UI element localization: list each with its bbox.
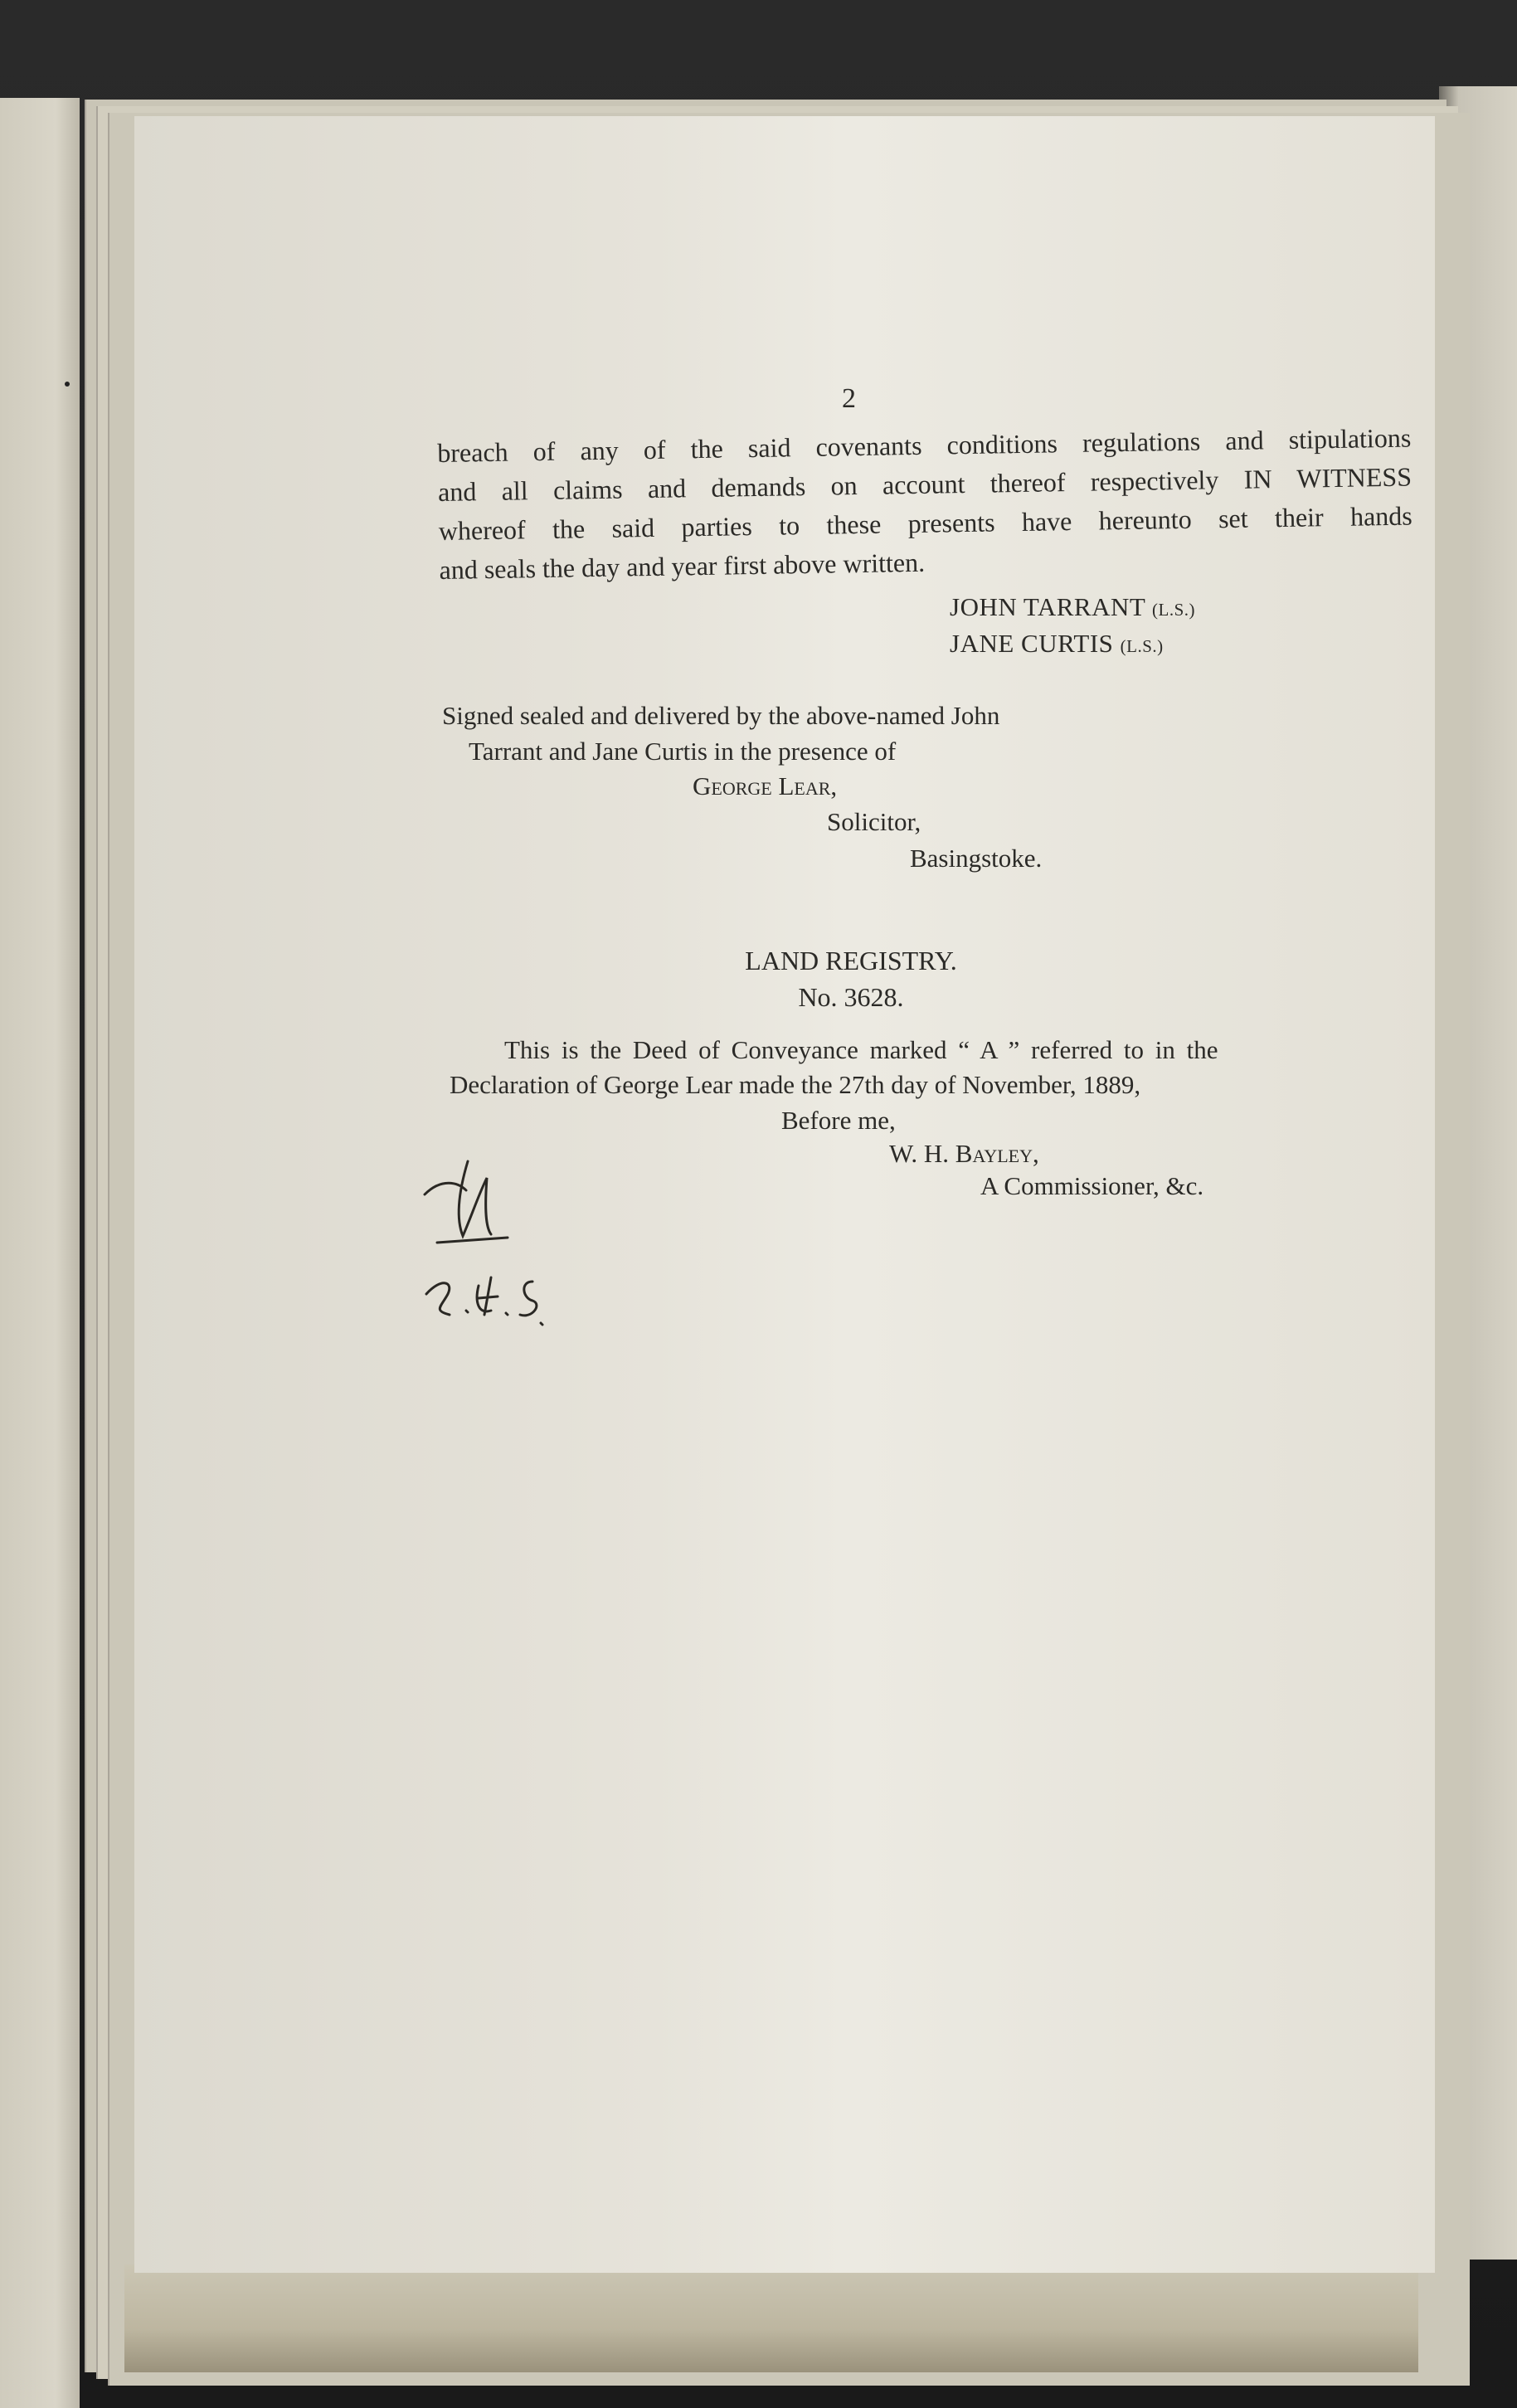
page-number: 2 [842, 383, 856, 414]
document-page [134, 116, 1435, 2273]
seal-mark: (L.S.) [1120, 636, 1164, 656]
signatory-jane-curtis [950, 629, 1164, 659]
signatory-name: JANE CURTIS [950, 629, 1114, 658]
handwritten-initials-mark [408, 1145, 574, 1360]
body-paragraph [437, 419, 1413, 590]
signatory-name: JOHN TARRANT [950, 592, 1145, 621]
commissioner-title: A Commissioner, &c. [980, 1171, 1204, 1200]
declaration-line: Declaration of George Lear made the 27th day of November, 1889, [450, 1070, 1141, 1099]
commissioner-name: W. H. Bayley, [889, 1139, 1039, 1168]
declaration-before-me: Before me, [781, 1106, 896, 1135]
witness-name: George Lear, [693, 771, 838, 800]
ink-dot [65, 382, 70, 387]
witness-title: Solicitor, [827, 807, 921, 836]
registry-heading: LAND REGISTRY. [745, 946, 957, 975]
registry-number: No. 3628. [798, 982, 904, 1012]
declaration-line: This is the Deed of Conveyance marked “ A ” referred to in the [504, 1035, 1218, 1064]
body-line: and seals the day and year first above written. [439, 547, 926, 585]
seal-mark: (L.S.) [1152, 600, 1196, 620]
body-line: and all claims and demands on account thereof respectively IN WITNESS [437, 461, 1412, 507]
signatory-john-tarrant [950, 592, 1195, 622]
bottom-page-edge [124, 2264, 1418, 2372]
witness-place: Basingstoke. [910, 844, 1043, 873]
attestation-line: Signed sealed and delivered by the above-named John [442, 701, 1000, 730]
attestation-line: Tarrant and Jane Curtis in the presence of [469, 737, 897, 766]
left-page-edge [0, 98, 80, 2408]
body-line: whereof the said parties to these presents have hereunto set their hands [438, 500, 1412, 546]
body-line: breach of any of the said covenants conditions regulations and stipulations [437, 422, 1412, 468]
